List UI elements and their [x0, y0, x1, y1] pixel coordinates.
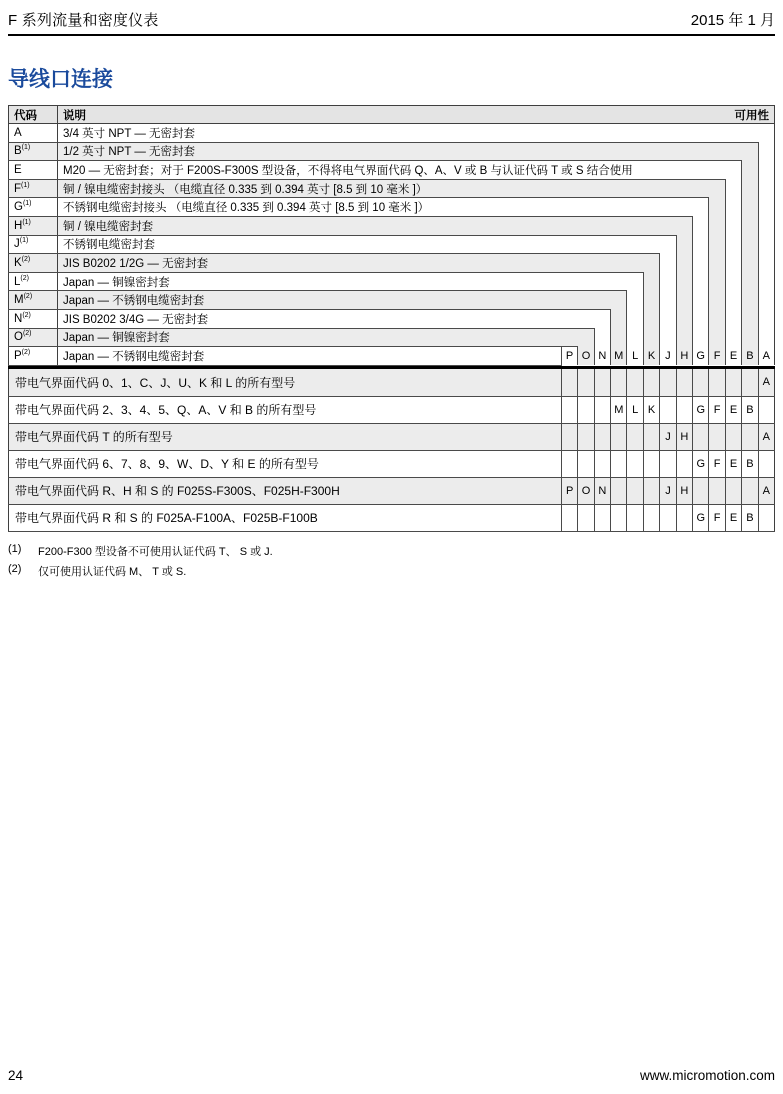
code-cell: $K^{(2)}$: [9, 254, 58, 273]
availability-column-cell: [742, 161, 758, 180]
availability-letter: A: [758, 369, 774, 396]
description-cell: 不锈钢电缆密封接头 （电缆直径 0.335 到 0.394 英寸 [8.5 到 10 毫米 ]）: [58, 198, 693, 217]
code-cell: $J^{(1)}$: [9, 235, 58, 254]
footnote-reference: (1): [21, 181, 30, 189]
availability-cell: [676, 504, 692, 531]
availability-column-cell: [725, 179, 741, 198]
description-cell: JIS B0202 1/2G — 无密封套: [58, 254, 644, 273]
code-cell: $O^{(2)}$: [9, 328, 58, 347]
availability-column-cell: [643, 254, 659, 273]
footnote-reference: (2): [22, 311, 31, 319]
availability-letter: F: [709, 504, 725, 531]
availability-letter: B: [742, 396, 758, 423]
availability-column-cell: [725, 198, 741, 217]
availability-column-cell: [725, 216, 741, 235]
footnote-reference: (1): [22, 200, 32, 208]
code-cell: $M^{(2)}$: [9, 291, 58, 310]
availability-column-cell: [709, 328, 725, 347]
document-title: F 系列流量和密度仪表: [8, 12, 159, 29]
availability-cell: [693, 477, 709, 504]
model-row: [9, 477, 775, 504]
footnote-reference: (2): [21, 256, 31, 264]
availability-cell: [742, 423, 758, 450]
code-row: [9, 161, 775, 180]
availability-cell: [578, 396, 594, 423]
availability-column-cell: [693, 328, 709, 347]
availability-cell: [578, 369, 594, 396]
availability-column-cell: [758, 216, 774, 235]
availability-column-cell: M: [611, 347, 627, 366]
availability-column-cell: [627, 272, 643, 291]
availability-matrix-table: [8, 369, 775, 532]
availability-column-cell: [742, 254, 758, 273]
code-cell: $L^{(2)}$: [9, 272, 58, 291]
availability-column-cell: [693, 254, 709, 273]
code-cell: $P^{(2)}$: [9, 347, 58, 366]
availability-letter: H: [676, 423, 692, 450]
code-row: [9, 179, 775, 198]
availability-column-cell: [742, 328, 758, 347]
description-cell: M20 — 无密封套；对于 F200S-F300S 型设备，不得将电气界面代码 Q、A、V 或 B 与认证代码 T 或 S 结合使用: [58, 161, 726, 180]
availability-column-cell: [709, 254, 725, 273]
availability-column-cell: J: [660, 347, 676, 366]
availability-cell: [561, 396, 577, 423]
code-cell: $B^{(1)}$: [9, 142, 58, 161]
availability-cell: [693, 423, 709, 450]
availability-cell: [643, 423, 659, 450]
availability-column-cell: [578, 328, 594, 347]
availability-cell: [725, 369, 741, 396]
availability-column-cell: [725, 272, 741, 291]
availability-cell: [594, 396, 610, 423]
page-header: [8, 0, 775, 30]
footnote-reference: (2): [20, 274, 29, 282]
availability-column-cell: [758, 124, 774, 143]
availability-cell: [578, 423, 594, 450]
availability-column-cell: [758, 254, 774, 273]
availability-column-cell: [676, 309, 692, 328]
description-cell: JIS B0202 3/4G — 无密封套: [58, 309, 595, 328]
footnote-marker: (2): [8, 562, 22, 575]
availability-column-cell: H: [676, 347, 692, 366]
availability-letter: J: [660, 423, 676, 450]
availability-letter: B: [742, 504, 758, 531]
availability-column-cell: [643, 272, 659, 291]
availability-column-cell: [676, 254, 692, 273]
code-cell: E: [9, 161, 58, 180]
model-description-cell: 带电气界面代码 R 和 S 的 F025A-F100A、F025B-F100B: [9, 504, 562, 531]
availability-column-cell: O: [578, 347, 594, 366]
availability-letter: H: [676, 477, 692, 504]
availability-column-cell: [709, 291, 725, 310]
availability-column-cell: A: [758, 347, 774, 366]
availability-cell: [594, 369, 610, 396]
model-row: [9, 396, 775, 423]
availability-cell: [594, 504, 610, 531]
section-title: 导线口连接: [8, 68, 113, 91]
footnote-marker: (1): [8, 542, 22, 555]
availability-column-cell: [709, 216, 725, 235]
availability-cell: [676, 369, 692, 396]
footnote-row: [8, 543, 775, 559]
availability-cell: [660, 396, 676, 423]
availability-column-cell: [627, 328, 643, 347]
availability-cell: [627, 423, 643, 450]
code-row: [9, 347, 775, 366]
model-row: [9, 450, 775, 477]
availability-column-cell: G: [693, 347, 709, 366]
footnote-row: [8, 563, 775, 579]
availability-cell: [709, 423, 725, 450]
footnote-text: 仅可使用认证代码 M、 T 或 S.: [38, 565, 187, 578]
availability-column-cell: [693, 198, 709, 217]
availability-column-cell: [709, 309, 725, 328]
availability-letter: A: [758, 423, 774, 450]
availability-column-cell: [643, 328, 659, 347]
availability-column-cell: [594, 309, 610, 328]
availability-cell: [611, 450, 627, 477]
availability-column-cell: [643, 309, 659, 328]
description-cell: 铜 / 镍电缆密封套: [58, 216, 677, 235]
footnote-reference: (2): [21, 349, 31, 357]
availability-column-cell: [758, 291, 774, 310]
availability-column-cell: F: [709, 347, 725, 366]
conduit-connection-table: [8, 105, 775, 366]
description-cell: 不锈钢电缆密封套: [58, 235, 660, 254]
availability-column-cell: [660, 235, 676, 254]
availability-cell: [693, 369, 709, 396]
availability-column-cell: [758, 328, 774, 347]
code-cell: $F^{(1)}$: [9, 179, 58, 198]
availability-letter: F: [709, 450, 725, 477]
availability-letter: L: [627, 396, 643, 423]
availability-cell: [627, 369, 643, 396]
availability-column-cell: [758, 235, 774, 254]
availability-column-cell: [758, 142, 774, 161]
availability-column-cell: [693, 216, 709, 235]
availability-column-cell: E: [725, 347, 741, 366]
code-row: [9, 291, 775, 310]
availability-cell: [594, 450, 610, 477]
description-cell: Japan — 不锈钢电缆密封套: [58, 347, 562, 366]
description-cell: Japan — 不锈钢电缆密封套: [58, 291, 611, 310]
code-cell: A: [9, 124, 58, 143]
availability-column-cell: [611, 309, 627, 328]
document-date: 2015 年 1 月: [690, 12, 775, 29]
model-description-cell: 带电气界面代码 R、H 和 S 的 F025S-F300S、F025H-F300H: [9, 477, 562, 504]
availability-column-cell: [627, 309, 643, 328]
availability-letter: M: [611, 396, 627, 423]
availability-column-cell: [611, 291, 627, 310]
code-cell: $N^{(2)}$: [9, 309, 58, 328]
availability-cell: [758, 450, 774, 477]
availability-column-cell: [660, 254, 676, 273]
availability-column-cell: [594, 328, 610, 347]
code-row: [9, 235, 775, 254]
availability-cell: [561, 504, 577, 531]
code-row: [9, 309, 775, 328]
availability-letter: E: [725, 450, 741, 477]
code-row: [9, 254, 775, 273]
availability-cell: [742, 477, 758, 504]
availability-column-cell: [758, 161, 774, 180]
availability-column-cell: [660, 309, 676, 328]
availability-cell: [578, 450, 594, 477]
availability-cell: [643, 369, 659, 396]
availability-column-cell: [676, 235, 692, 254]
availability-column-cell: [709, 272, 725, 291]
availability-header-label: 可用性: [734, 109, 769, 122]
availability-column-cell: [611, 328, 627, 347]
availability-column-cell: [742, 272, 758, 291]
availability-letter: B: [742, 450, 758, 477]
footnote-reference: (2): [22, 330, 32, 338]
code-row: [9, 198, 775, 217]
availability-column-cell: [742, 216, 758, 235]
availability-letter: G: [693, 396, 709, 423]
availability-column-cell: P: [561, 347, 577, 366]
availability-column-cell: [660, 328, 676, 347]
availability-letter: E: [725, 396, 741, 423]
model-description-cell: 带电气界面代码 6、7、8、9、W、D、Y 和 E 的所有型号: [9, 450, 562, 477]
availability-cell: [676, 396, 692, 423]
availability-cell: [758, 504, 774, 531]
availability-column-cell: [693, 291, 709, 310]
availability-cell: [643, 477, 659, 504]
availability-cell: [611, 504, 627, 531]
footnote-reference: (2): [23, 293, 33, 301]
footnotes: [8, 543, 775, 579]
footnote-text: F200-F300 型设备不可使用认证代码 T、 S 或 J.: [38, 545, 273, 558]
availability-cell: [709, 369, 725, 396]
availability-column-cell: [742, 198, 758, 217]
availability-cell: [742, 369, 758, 396]
availability-cell: [578, 504, 594, 531]
availability-column-cell: [676, 328, 692, 347]
availability-column-cell: [660, 272, 676, 291]
header-rule: [8, 34, 775, 36]
availability-cell: [709, 477, 725, 504]
availability-letter: E: [725, 504, 741, 531]
availability-letter: P: [561, 477, 577, 504]
availability-column-cell: [725, 291, 741, 310]
availability-column-cell: K: [643, 347, 659, 366]
code-row: [9, 328, 775, 347]
description-cell: 铜 / 镍电缆密封接头 （电缆直径 0.335 到 0.394 英寸 [8.5 到 10 毫米 ]）: [58, 179, 709, 198]
availability-cell: [611, 477, 627, 504]
availability-letter: G: [693, 504, 709, 531]
code-cell: $G^{(1)}$: [9, 198, 58, 217]
availability-cell: [594, 423, 610, 450]
page-number: 24: [8, 1068, 24, 1083]
model-row: [9, 423, 775, 450]
availability-cell: [660, 450, 676, 477]
availability-cell: [725, 477, 741, 504]
model-row: [9, 369, 775, 396]
availability-cell: [627, 450, 643, 477]
table-header-row: [9, 106, 775, 124]
code-column-header: 代码: [9, 106, 58, 124]
page-footer: [8, 1068, 775, 1083]
availability-column-cell: [709, 179, 725, 198]
availability-column-cell: [758, 198, 774, 217]
availability-cell: [643, 450, 659, 477]
code-row: [9, 142, 775, 161]
availability-letter: J: [660, 477, 676, 504]
availability-column-cell: [643, 291, 659, 310]
availability-column-cell: [676, 291, 692, 310]
availability-column-cell: [725, 161, 741, 180]
availability-column-cell: [758, 272, 774, 291]
availability-column-cell: [725, 309, 741, 328]
description-cell: Japan — 铜镍密封套: [58, 328, 578, 347]
availability-column-cell: [742, 235, 758, 254]
availability-column-cell: N: [594, 347, 610, 366]
availability-cell: [627, 504, 643, 531]
footnote-reference: (1): [22, 218, 31, 226]
availability-letter: K: [643, 396, 659, 423]
website-link[interactable]: www.micromotion.com: [639, 1068, 775, 1083]
availability-column-cell: [627, 291, 643, 310]
availability-cell: [660, 369, 676, 396]
availability-column-cell: L: [627, 347, 643, 366]
description-cell: Japan — 铜镍密封套: [58, 272, 627, 291]
availability-column-cell: [742, 179, 758, 198]
availability-letter: N: [594, 477, 610, 504]
availability-letter: F: [709, 396, 725, 423]
availability-letter: O: [578, 477, 594, 504]
model-description-cell: 带电气界面代码 2、3、4、5、Q、A、V 和 B 的所有型号: [9, 396, 562, 423]
availability-cell: [561, 369, 577, 396]
availability-column-cell: [709, 198, 725, 217]
availability-column-cell: [742, 291, 758, 310]
availability-column-cell: [693, 309, 709, 328]
availability-column-cell: [758, 309, 774, 328]
availability-column-cell: [725, 235, 741, 254]
availability-cell: [676, 450, 692, 477]
footnote-reference: (1): [19, 237, 29, 245]
description-cell: 1/2 英寸 NPT — 无密封套: [58, 142, 742, 161]
description-cell: 3/4 英寸 NPT — 无密封套: [58, 124, 759, 143]
availability-letter: G: [693, 450, 709, 477]
availability-cell: [725, 423, 741, 450]
availability-cell: [561, 450, 577, 477]
availability-cell: [660, 504, 676, 531]
availability-letter: A: [758, 477, 774, 504]
availability-column-cell: [709, 235, 725, 254]
description-column-header: [58, 106, 775, 124]
model-description-cell: 带电气界面代码 T 的所有型号: [9, 423, 562, 450]
description-header-label: 说明: [63, 109, 86, 122]
availability-cell: [611, 369, 627, 396]
code-row: [9, 124, 775, 143]
footnote-reference: (1): [21, 144, 31, 152]
availability-column-cell: [660, 291, 676, 310]
code-cell: $H^{(1)}$: [9, 216, 58, 235]
availability-cell: [561, 423, 577, 450]
availability-column-cell: [676, 272, 692, 291]
availability-column-cell: [676, 216, 692, 235]
availability-cell: [758, 396, 774, 423]
availability-column-cell: B: [742, 347, 758, 366]
availability-column-cell: [758, 179, 774, 198]
availability-column-cell: [742, 142, 758, 161]
availability-cell: [611, 423, 627, 450]
availability-cell: [643, 504, 659, 531]
code-row: [9, 216, 775, 235]
availability-cell: [627, 477, 643, 504]
model-description-cell: 带电气界面代码 0、1、C、J、U、K 和 L 的所有型号: [9, 369, 562, 396]
availability-column-cell: [725, 328, 741, 347]
model-row: [9, 504, 775, 531]
availability-column-cell: [693, 272, 709, 291]
availability-column-cell: [725, 254, 741, 273]
code-row: [9, 272, 775, 291]
availability-column-cell: [742, 309, 758, 328]
availability-column-cell: [693, 235, 709, 254]
